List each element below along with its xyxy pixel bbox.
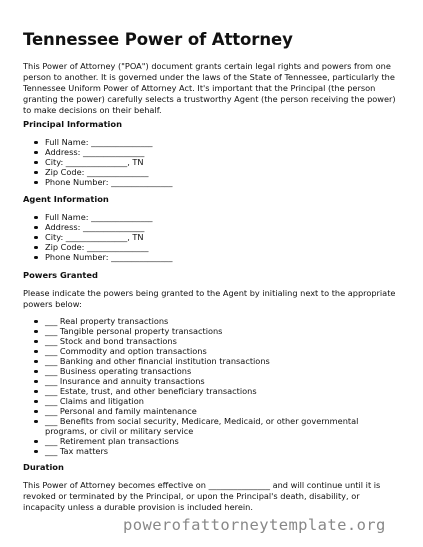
intro-line: Tennessee Uniform Power of Attorney Act. It's important that the Principal (the person xyxy=(23,83,376,93)
power-item: ___ Retirement plan transactions xyxy=(34,436,358,446)
agent-heading: Agent Information xyxy=(23,194,109,204)
power-item: ___ Tax matters xyxy=(34,446,358,456)
power-item: ___ Estate, trust, and other beneficiary transactions xyxy=(34,386,358,396)
principal-address-field: Address: _______________ xyxy=(34,147,172,157)
agent-fields-list xyxy=(34,212,172,262)
agent-city-field: City: _______________, TN xyxy=(34,232,172,242)
agent-address-field: Address: _______________ xyxy=(34,222,172,232)
principal-full-name-field: Full Name: _______________ xyxy=(34,137,172,147)
powers-list xyxy=(34,316,358,456)
power-item: ___ Personal and family maintenance xyxy=(34,406,358,416)
agent-full-name-field: Full Name: _______________ xyxy=(34,212,172,222)
agent-zip-field: Zip Code: _______________ xyxy=(34,242,172,252)
intro-line: This Power of Attorney ("POA") document grants certain legal rights and powers from one xyxy=(23,61,391,71)
duration-line: revoked or terminated by the Principal, or upon the Principal's death, disability, or xyxy=(23,491,360,501)
document-title: Tennessee Power of Attorney xyxy=(23,30,293,49)
duration-paragraph xyxy=(23,480,380,513)
intro-line: to make decisions on their behalf. xyxy=(23,105,162,115)
powers-heading: Powers Granted xyxy=(23,270,98,280)
principal-fields-list xyxy=(34,137,172,187)
duration-line: incapacity unless a durable provision is included herein. xyxy=(23,502,253,512)
power-item-continuation: programs, or civil or military service xyxy=(45,426,194,436)
agent-phone-field: Phone Number: _______________ xyxy=(34,252,172,262)
principal-city-field: City: _______________, TN xyxy=(34,157,172,167)
power-item: ___ Business operating transactions xyxy=(34,366,358,376)
intro-paragraph xyxy=(23,61,408,116)
power-item: ___ Tangible personal property transactions xyxy=(34,326,358,336)
intro-line: granting the power) carefully selects a trustworthy Agent (the person receiving the power) xyxy=(23,94,396,104)
duration-line: This Power of Attorney becomes effective on _______________ and will continue until it is xyxy=(23,480,381,490)
power-item: ___ Commodity and option transactions xyxy=(34,346,358,356)
intro-line: person to another. It is governed under the laws of the State of Tennessee, particularly the xyxy=(23,72,395,82)
principal-zip-field: Zip Code: _______________ xyxy=(34,167,172,177)
power-item: ___ Benefits from social security, Medicare, Medicaid, or other governmental xyxy=(34,416,358,426)
power-item: ___ Claims and litigation xyxy=(34,396,358,406)
power-item: ___ Insurance and annuity transactions xyxy=(34,376,358,386)
principal-phone-field: Phone Number: _______________ xyxy=(34,177,172,187)
power-item: ___ Banking and other financial institution transactions xyxy=(34,356,358,366)
powers-instruction-line: powers below: xyxy=(23,299,82,309)
power-item: ___ Real property transactions xyxy=(34,316,358,326)
powers-instruction-line: Please indicate the powers being granted to the Agent by initialing next to the appropriate xyxy=(23,288,396,298)
watermark-text: powerofattorneytemplate.org xyxy=(123,516,386,534)
duration-heading: Duration xyxy=(23,462,64,472)
powers-instruction xyxy=(23,288,395,310)
power-item: ___ Stock and bond transactions xyxy=(34,336,358,346)
principal-heading: Principal Information xyxy=(23,119,123,129)
